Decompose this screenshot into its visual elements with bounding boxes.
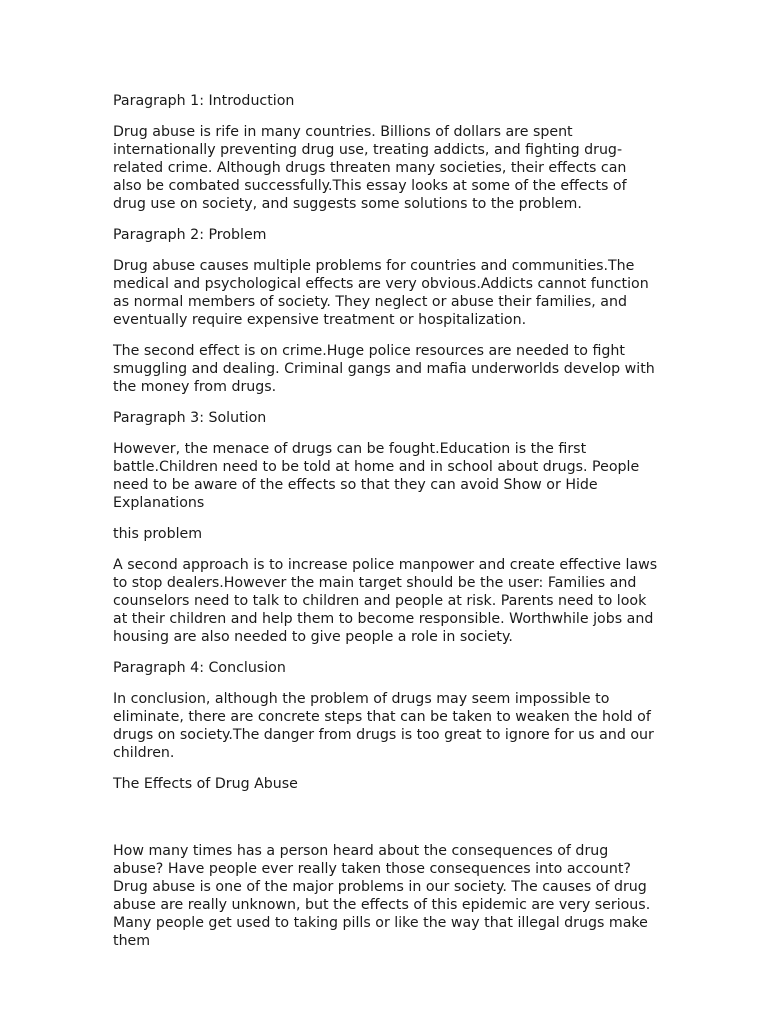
heading-paragraph-2: Paragraph 2: Problem <box>113 227 267 243</box>
solution-text-fragment: this problem <box>113 526 203 542</box>
heading-paragraph-4: Paragraph 4: Conclusion <box>113 660 286 676</box>
essay-title: The Effects of Drug Abuse <box>113 776 298 792</box>
heading-paragraph-3: Paragraph 3: Solution <box>113 410 267 426</box>
problem-text-1: Drug abuse causes multiple problems for countries and communities.The medical and psychological effects are very obvious.Addicts cannot function as normal members of society. They neglect or abuse their families, and eventually require expensive treatment or hospitalization. <box>113 258 649 328</box>
heading-paragraph-1: Paragraph 1: Introduction <box>113 93 295 109</box>
problem-text-2: The second effect is on crime.Huge police resources are needed to fight smuggling and dealing. Criminal gangs and mafia underworlds develop with the money from drugs. <box>113 343 655 395</box>
conclusion-text: In conclusion, although the problem of drugs may seem impossible to eliminate, there are concrete steps that can be taken to weaken the hold of drugs on society.The danger from drugs is too great to ignore for us and our children. <box>113 691 654 761</box>
document-body <box>113 92 658 963</box>
introduction-text: Drug abuse is rife in many countries. Billions of dollars are spent internationally preventing drug use, treating addicts, and fighting drug-related crime. Although drugs threaten many societies, their effects can also be combated successfully.This essay looks at some of the effects of drug use on society, and suggests some solutions to the problem. <box>113 124 627 212</box>
solution-text-2: A second approach is to increase police manpower and create effective laws to stop dealers.However the main target should be the user: Families and counselors need to talk to children and people at risk. Parents need to look at their children and help them to become responsible. Worthwhile jobs and housing are also needed to give people a role in society. <box>113 557 658 645</box>
essay-intro-text: How many times has a person heard about the consequences of drug abuse? Have people ever really taken those consequences into account? Drug abuse is one of the major problems in our society. The causes of drug abuse are really unknown, but the effects of this epidemic are very serious. Many people get used to taking pills or like the way that illegal drugs make them <box>113 843 651 949</box>
solution-text-1: However, the menace of drugs can be fought.Education is the first battle.Children need to be told at home and in school about drugs. People need to be aware of the effects so that they can avoid Show or Hide Explanations <box>113 441 640 511</box>
